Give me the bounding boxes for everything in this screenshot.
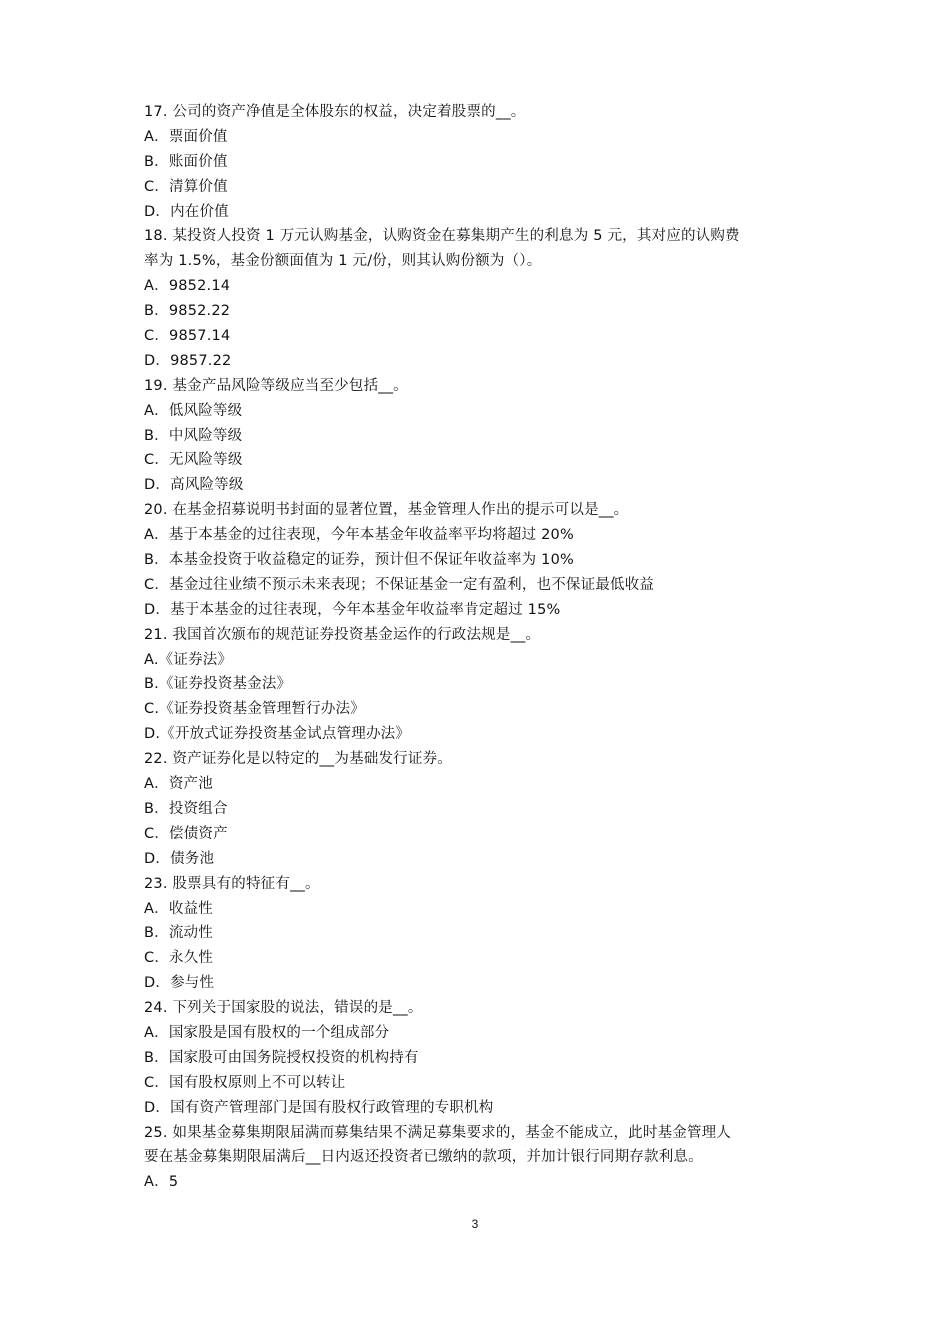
option-c: C．无风险等级 <box>144 452 243 469</box>
question-18-continued: 率为 1.5%，基金份额面值为 1 元/份，则其认购份额为（）。 <box>144 253 542 270</box>
option-b: B．流动性 <box>144 925 213 942</box>
option-c: C．国有股权原则上不可以转让 <box>144 1074 346 1091</box>
option-a: A．票面价值 <box>144 128 228 145</box>
option-b: B．9852.22 <box>144 303 231 320</box>
question-17: 17. 公司的资产净值是全体股东的权益，决定着股票的__。 <box>144 104 526 120</box>
option-d: D．9857.22 <box>144 352 232 369</box>
question-25-continued: 要在基金募集期限届满后__日内返还投资者已缴纳的款项，并加计银行同期存款利息。 <box>144 1149 703 1166</box>
option-d: D．国有资产管理部门是国有股权行政管理的专职机构 <box>144 1099 494 1116</box>
question-23: 23. 股票具有的特征有__。 <box>144 875 320 892</box>
exam-questions <box>144 100 824 1195</box>
option-d: D.《开放式证券投资基金试点管理办法》 <box>144 726 411 743</box>
option-b: B．投资组合 <box>144 800 228 817</box>
option-a: A．基于本基金的过往表现，今年本基金年收益率平均将超过 20% <box>144 527 574 544</box>
question-22: 22. 资产证券化是以特定的__为基础发行证券。 <box>144 751 452 768</box>
option-d: D．参与性 <box>144 975 215 992</box>
option-a: A．9852.14 <box>144 278 231 295</box>
option-c: C．清算价值 <box>144 178 228 195</box>
question-21: 21. 我国首次颁布的规范证券投资基金运作的行政法规是__。 <box>144 626 541 643</box>
option-d: D．内在价值 <box>144 203 229 220</box>
option-c: C．9857.14 <box>144 328 231 345</box>
option-a: A．国家股是国有股权的一个组成部分 <box>144 1024 390 1041</box>
option-c: C.《证券投资基金管理暂行办法》 <box>144 701 365 718</box>
option-a: A.《证券法》 <box>144 651 233 668</box>
option-d: D．高风险等级 <box>144 477 244 494</box>
option-b: B．本基金投资于收益稳定的证券，预计但不保证年收益率为 10% <box>144 552 574 569</box>
option-b: B．国家股可由国务院授权投资的机构持有 <box>144 1049 419 1066</box>
question-19: 19. 基金产品风险等级应当至少包括__。 <box>144 377 408 394</box>
option-a: A．低风险等级 <box>144 402 243 419</box>
question-20: 20. 在基金招募说明书封面的显著位置，基金管理人作出的提示可以是__。 <box>144 502 629 519</box>
option-c: C．永久性 <box>144 950 214 967</box>
question-25: 25. 如果基金募集期限届满而募集结果不满足募集要求的，基金不能成立，此时基金管理人 <box>144 1124 732 1141</box>
option-a: A．5 <box>144 1174 179 1191</box>
option-b: B．中风险等级 <box>144 427 243 444</box>
page-number: 3 <box>471 1217 479 1231</box>
option-a: A．资产池 <box>144 776 213 793</box>
question-24: 24. 下列关于国家股的说法，错误的是__。 <box>144 1000 423 1017</box>
option-b: B．账面价值 <box>144 153 228 170</box>
option-a: A．收益性 <box>144 900 213 917</box>
option-d: D．基于本基金的过往表现，今年本基金年收益率肯定超过 15% <box>144 601 561 618</box>
option-c: C．基金过往业绩不预示未来表现；不保证基金一定有盈利，也不保证最低收益 <box>144 576 655 593</box>
option-c: C．偿债资产 <box>144 825 228 842</box>
question-18: 18. 某投资人投资 1 万元认购基金，认购资金在募集期产生的利息为 5 元，其对应的认购费 <box>144 228 740 245</box>
option-d: D．债务池 <box>144 850 215 867</box>
option-b: B.《证券投资基金法》 <box>144 676 292 693</box>
